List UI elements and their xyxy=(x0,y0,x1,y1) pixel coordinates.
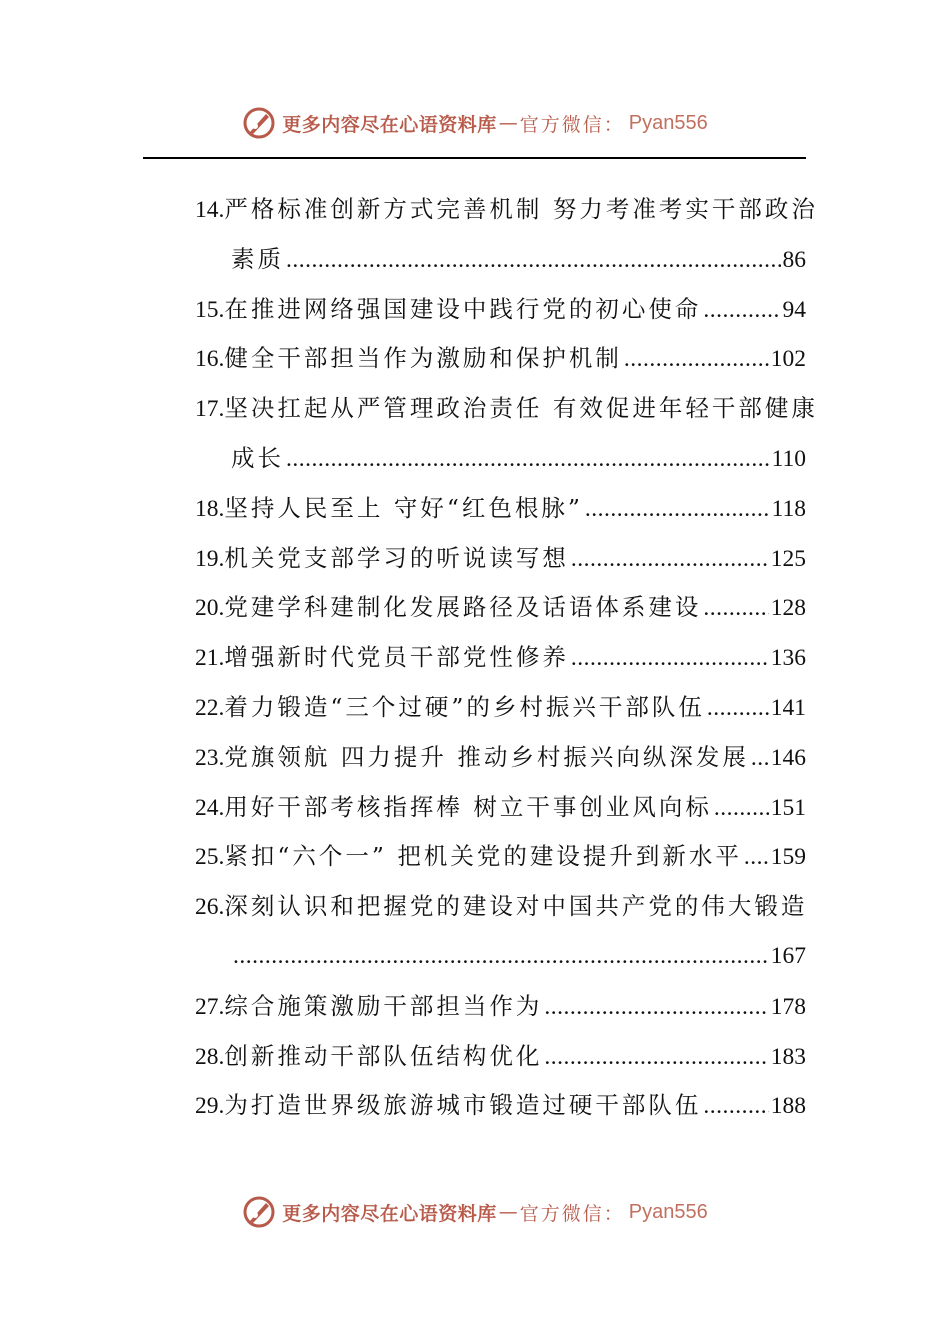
toc-page-number: 188 xyxy=(770,1093,806,1120)
banner-separator: — xyxy=(498,112,518,134)
toc-entry-title: 严格标准创新方式完善机制 努力考准考实干部政治 xyxy=(224,195,818,223)
dot-leader xyxy=(544,1033,768,1083)
toc-page-number: 118 xyxy=(771,495,806,522)
toc-entry-number: 21. xyxy=(195,645,225,672)
toc-page-number: 146 xyxy=(770,744,806,771)
dot-leader xyxy=(703,1082,768,1132)
toc-entry[interactable] xyxy=(195,832,806,882)
toc-entry-number: 26. xyxy=(195,894,225,921)
toc-entry[interactable] xyxy=(195,1032,806,1082)
toc-entry-number: 20. xyxy=(195,595,225,622)
toc-entry-title: 坚决扛起从严管理政治责任 有效促进年轻干部健康 xyxy=(224,394,818,423)
toc-entry[interactable] xyxy=(195,733,806,783)
toc-page-number: 128 xyxy=(770,595,806,622)
toc-entry-title: 创新推动干部队伍结构优化 xyxy=(224,1041,543,1070)
toc-entry[interactable] xyxy=(195,534,806,584)
dot-leader xyxy=(714,784,769,834)
toc-entry-number: 23. xyxy=(195,744,225,771)
toc-entry[interactable] xyxy=(195,683,806,733)
toc-entry-title: 增强新时代党员干部党性修养 xyxy=(224,643,569,672)
toc-page-number: 125 xyxy=(770,545,806,572)
toc-page-number: 110 xyxy=(771,445,806,472)
dot-leader xyxy=(751,734,769,784)
toc-entry-title: 党建学科建制化发展路径及话语体系建设 xyxy=(224,593,702,622)
toc-entry[interactable] xyxy=(195,982,806,1032)
toc-entry-number: 16. xyxy=(195,346,225,373)
toc-entry-title: 用好干部考核指挥棒 树立干事创业风向标 xyxy=(224,792,712,821)
dot-leader xyxy=(744,833,769,883)
toc-page-number: 102 xyxy=(770,346,806,373)
table-of-contents xyxy=(195,185,818,1131)
toc-entry[interactable] xyxy=(195,384,818,434)
toc-entry-title: 坚持人民至上 守好“红色根脉” xyxy=(224,493,583,522)
toc-page-number: 136 xyxy=(770,645,806,672)
wechat-id: Pyan556 xyxy=(628,111,708,134)
dot-leader xyxy=(571,634,769,684)
toc-entry-number: 19. xyxy=(195,545,225,572)
dot-leader xyxy=(286,435,770,485)
toc-entry-title: 健全干部担当作为激励和保护机制 xyxy=(224,344,622,373)
toc-entry[interactable] xyxy=(195,882,806,932)
dot-leader xyxy=(544,983,768,1033)
toc-entry-number: 27. xyxy=(195,993,225,1020)
toc-entry-number: 25. xyxy=(195,844,225,871)
toc-page-number: 141 xyxy=(770,694,806,721)
toc-page-number: 151 xyxy=(770,794,806,821)
banner-separator: — xyxy=(498,1201,518,1223)
dot-leader xyxy=(233,932,769,982)
toc-entry[interactable] xyxy=(195,583,806,633)
toc-entry-number: 22. xyxy=(195,694,225,721)
wechat-label: 官方微信： xyxy=(519,1202,625,1225)
toc-entry-number: 24. xyxy=(195,794,225,821)
toc-page-number: 86 xyxy=(782,246,806,273)
toc-entry-title: 着力锻造“三个过硬”的乡村振兴干部队伍 xyxy=(224,692,705,721)
wechat-id: Pyan556 xyxy=(628,1200,708,1223)
banner-text: 更多内容尽在心语资料库 xyxy=(282,1202,497,1225)
toc-entry[interactable] xyxy=(195,334,806,384)
toc-entry[interactable] xyxy=(195,185,818,235)
header-banner xyxy=(0,103,950,143)
dot-leader xyxy=(585,485,770,535)
toc-entry-title-continued: 成长 xyxy=(231,443,284,472)
toc-entry-title: 党旗领航 四力提升 推动乡村振兴向纵深发展 xyxy=(224,742,749,771)
toc-page-number: 178 xyxy=(770,993,806,1020)
toc-entry-number: 28. xyxy=(195,1043,225,1070)
toc-entry-title: 机关党支部学习的听说读写想 xyxy=(224,543,569,572)
dot-leader xyxy=(571,535,769,585)
dot-leader xyxy=(286,236,781,286)
toc-entry-title: 紧扣“六个一” 把机关党的建设提升到新水平 xyxy=(224,842,742,871)
toc-entry-number: 29. xyxy=(195,1093,225,1120)
dot-leader xyxy=(703,286,780,336)
toc-entry[interactable] xyxy=(195,285,806,335)
toc-entry[interactable] xyxy=(195,484,806,534)
quill-pen-logo-icon xyxy=(242,106,276,140)
toc-entry-continuation[interactable] xyxy=(195,235,806,285)
toc-entry[interactable] xyxy=(195,783,806,833)
toc-entry[interactable] xyxy=(195,1081,806,1131)
banner-text: 更多内容尽在心语资料库 xyxy=(282,113,497,136)
dot-leader xyxy=(624,335,769,385)
toc-page-number: 183 xyxy=(770,1043,806,1070)
toc-entry-title-continued: 素质 xyxy=(231,244,284,273)
quill-pen-logo-icon xyxy=(242,1195,276,1229)
toc-entry-continuation[interactable] xyxy=(195,434,806,484)
toc-entry-number: 17. xyxy=(195,396,225,423)
wechat-label: 官方微信： xyxy=(519,113,625,136)
toc-entry-number: 18. xyxy=(195,495,225,522)
toc-entry-number: 14. xyxy=(195,197,225,223)
toc-entry-number: 15. xyxy=(195,296,225,323)
footer-banner xyxy=(0,1192,950,1232)
toc-page-number: 159 xyxy=(770,844,806,871)
toc-entry-title: 为打造世界级旅游城市锻造过硬干部队伍 xyxy=(224,1091,702,1120)
toc-page-number: 94 xyxy=(782,296,806,323)
toc-entry-title: 综合施策激励干部担当作为 xyxy=(224,991,543,1020)
dot-leader xyxy=(703,584,768,634)
toc-entry[interactable] xyxy=(195,633,806,683)
toc-entry-title: 在推进网络强国建设中践行党的初心使命 xyxy=(224,294,702,323)
dot-leader xyxy=(707,684,769,734)
toc-entry-title: 深刻认识和把握党的建设对中国共产党的伟大锻造 xyxy=(224,892,808,921)
toc-entry-continuation[interactable] xyxy=(195,932,806,982)
header-divider xyxy=(143,157,806,159)
toc-page-number: 167 xyxy=(770,942,806,969)
